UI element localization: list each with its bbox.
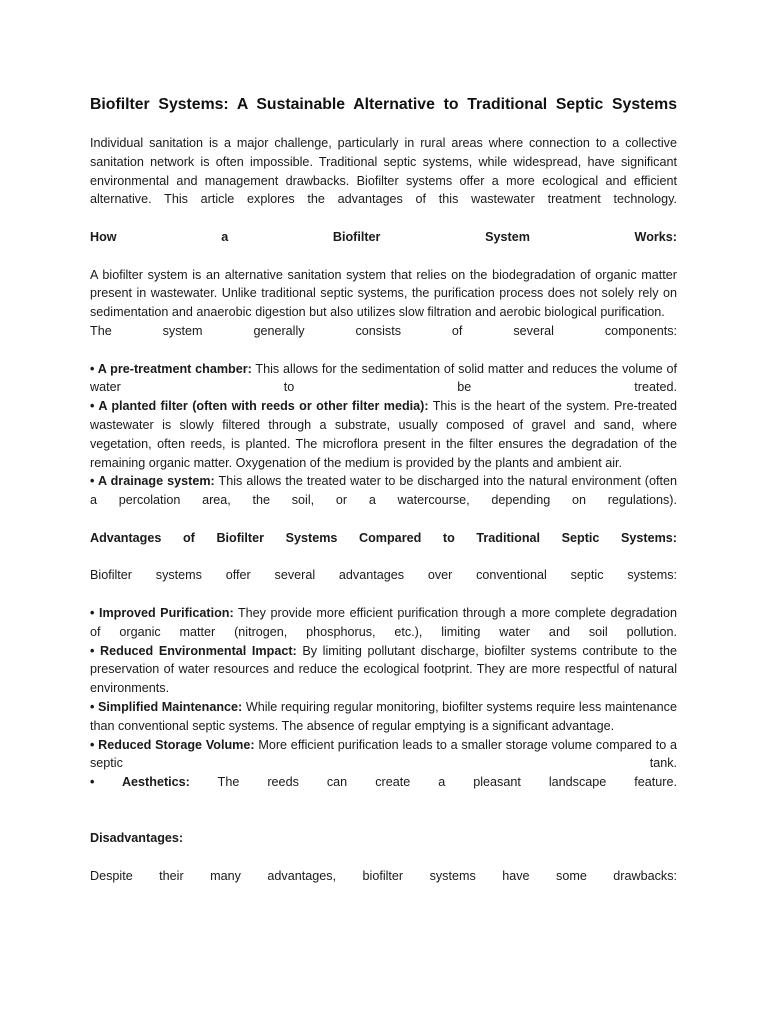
intro-paragraph: Individual sanitation is a major challenge, particularly in rural areas where connection to a collective sanitation network is often impossible. Traditional septic systems, while widespread, have significant environmental and management drawbacks. Biofilter systems offer a more ecological and efficient alternative. This article explores the advantages of this wastewater treatment technology. (90, 136, 677, 207)
section-heading-text: Advantages of Biofilter Systems Compared to Traditional Septic Systems: (90, 530, 677, 545)
advantage-item-text: More efficient purification leads to a smaller storage volume compared to a septic tank. (90, 737, 677, 771)
document-title: Biofilter Systems: A Sustainable Alternative to Traditional Septic Systems (90, 96, 677, 113)
advantage-item-text: The reeds can create a pleasant landscape feature. (189, 775, 677, 790)
section-heading-text: How a Biofilter System Works: (90, 229, 677, 244)
advantage-item-label: • Simplified Maintenance: (90, 699, 243, 714)
section-heading-how-it-works (90, 228, 677, 247)
document-page (90, 94, 677, 886)
advantage-item-label: • Aesthetics: (90, 775, 190, 790)
advantage-item-label: • Reduced Environmental Impact: (90, 643, 297, 658)
advantage-item-text: They provide more efficient purification through a more complete degradation of organic matter (nitrogen, phosphorus, etc.), limiting water and soil pollution. (90, 605, 677, 639)
how-it-works-paragraph-end: The system generally consists of several components: (90, 323, 677, 338)
advantage-item (90, 604, 677, 642)
component-item-label: • A pre-treatment chamber: (90, 361, 252, 376)
component-item (90, 360, 677, 398)
advantage-item-text: While requiring regular monitoring, biofilter systems require less maintenance than conventional septic systems. The absence of regular emptying is a significant advantage. (90, 699, 677, 733)
advantage-item (90, 773, 677, 792)
component-item-text: This is the heart of the system. Pre-treated wastewater is slowly filtered through a substrate, usually composed of gravel and sand, where vegetation, often reeds, is planted. The microflora present in the filter ensures the degradation of the remaining organic matter. Oxygenation of the medium is provided by the plants and ambient air. (90, 399, 677, 470)
advantage-item-label: • Improved Purification: (90, 605, 234, 620)
advantage-item (90, 642, 677, 698)
advantage-item-label: • Reduced Storage Volume: (90, 737, 255, 752)
spacer (90, 341, 677, 360)
spacer (90, 792, 677, 811)
spacer (90, 247, 677, 266)
component-item-label: • A planted filter (often with reeds or other filter media): (90, 399, 429, 414)
component-item-label: • A drainage system: (90, 474, 215, 489)
spacer (90, 548, 677, 567)
component-item-text: This allows for the sedimentation of solid matter and reduces the volume of water to be treated. (90, 361, 677, 395)
component-item-text: This allows the treated water to be discharged into the natural environment (often a percolation area, the soil, or a watercourse, depending on regulations). (90, 474, 677, 508)
how-it-works-paragraph: A biofilter system is an alternative sanitation system that relies on the biodegradation of organic matter present in wastewater. Unlike traditional septic systems, the purification process does not solely rely on sedimentation and anaerobic digestion but also utilizes slow filtration and aerobic biological purification. (90, 267, 677, 320)
section-heading-text: Disadvantages: (90, 831, 184, 846)
advantage-item (90, 736, 677, 774)
advantage-item (90, 698, 677, 736)
spacer (90, 848, 677, 867)
spacer (90, 510, 677, 529)
spacer (90, 209, 677, 228)
advantages-lead: Biofilter systems offer several advantages over conventional septic systems: (90, 568, 677, 583)
section-heading-disadvantages (90, 829, 677, 848)
section-heading-advantages (90, 529, 677, 548)
spacer (90, 811, 677, 830)
spacer (90, 585, 677, 604)
component-item (90, 397, 677, 472)
component-item (90, 472, 677, 510)
disadvantages-lead: Despite their many advantages, biofilter systems have some drawbacks: (90, 869, 677, 884)
advantage-item-text: By limiting pollutant discharge, biofilter systems contribute to the preservation of water resources and reduce the ecological footprint. They are more respectful of natural environments. (90, 643, 677, 696)
